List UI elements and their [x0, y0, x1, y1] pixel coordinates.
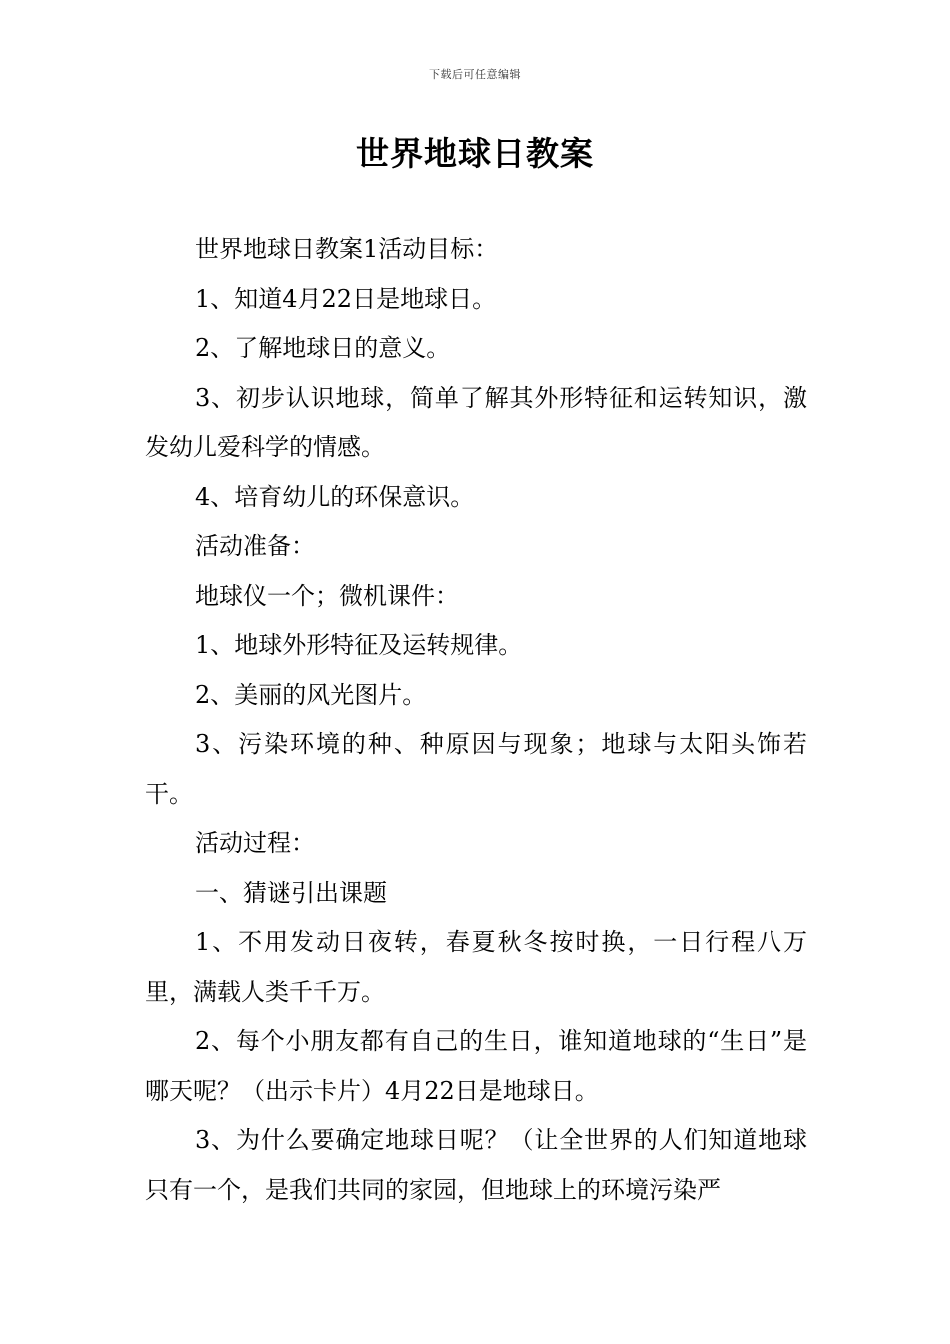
paragraph: 世界地球日教案1活动目标：	[195, 235, 499, 263]
paragraph: 1、不用发动日夜转，春夏秋冬按时换，一日行程八万里，满载人类千千万。	[145, 928, 807, 1006]
paragraph: 1、地球外形特征及运转规律。	[195, 631, 523, 659]
paragraph: 3、为什么要确定地球日呢？（让全世界的人们知道地球只有一个，是我们共同的家园，但地球上的环境污染严	[145, 1126, 807, 1204]
document-body	[145, 225, 807, 1215]
document-title: 世界地球日教案	[356, 134, 594, 173]
paragraph: 活动过程：	[195, 829, 315, 857]
paragraph: 2、了解地球日的意义。	[195, 334, 451, 362]
paragraph: 1、知道4月22日是地球日。	[195, 284, 497, 313]
page-header-note: 下载后可任意编辑	[429, 68, 521, 81]
paragraph: 地球仪一个；微机课件：	[195, 581, 459, 610]
paragraph: 2、美丽的风光图片。	[195, 680, 427, 709]
paragraph: 2、每个小朋友都有自己的生日，谁知道地球的“生日”是哪天呢？（出示卡片）4月22日是地球日。	[145, 1027, 807, 1105]
paragraph: 4、培育幼儿的环保意识。	[195, 482, 475, 511]
paragraph: 一、猜谜引出课题	[195, 878, 387, 907]
paragraph: 3、初步认识地球，简单了解其外形特征和运转知识，激发幼儿爱科学的情感。	[145, 383, 807, 461]
paragraph: 3、污染环境的种、种原因与现象；地球与太阳头饰若干。	[145, 730, 807, 808]
paragraph: 活动准备：	[195, 532, 315, 560]
